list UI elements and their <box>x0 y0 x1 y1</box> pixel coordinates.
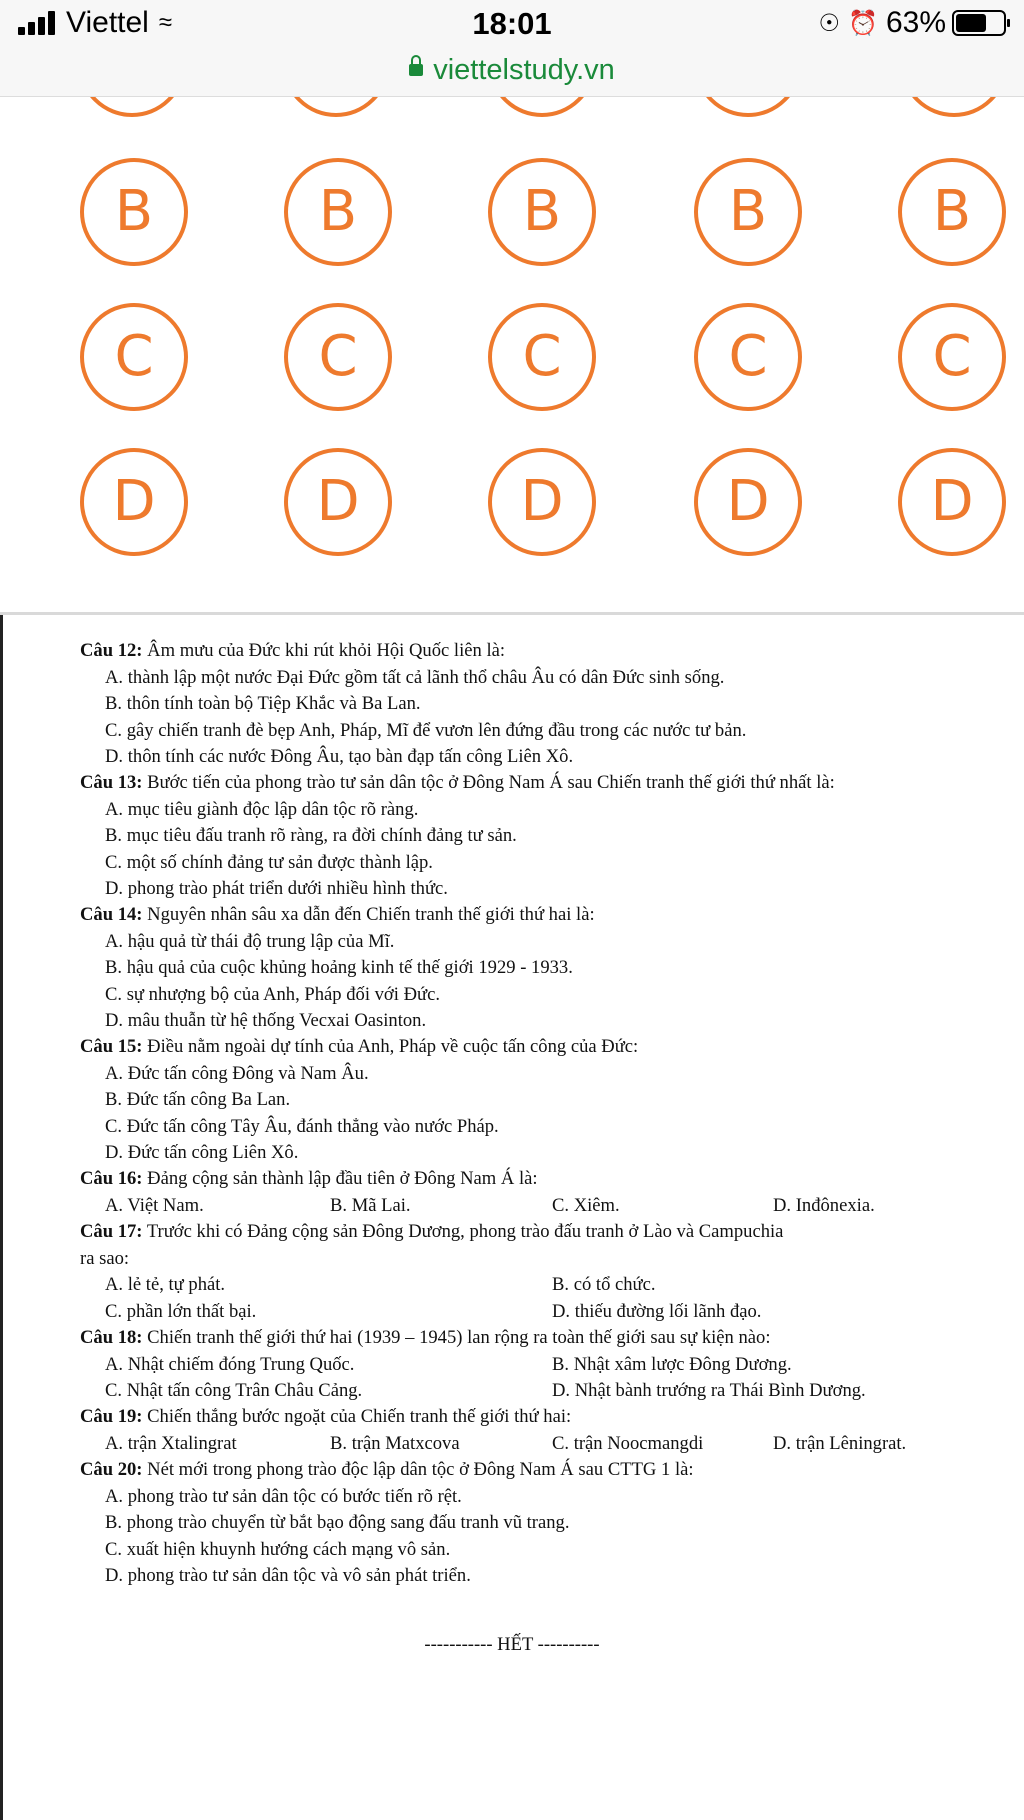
option: A. trận Xtalingrat <box>105 1433 237 1454</box>
option: B. Đức tấn công Ba Lan. <box>105 1089 291 1110</box>
option: B. mục tiêu đấu tranh rõ ràng, ra đời chính đảng tư sản. <box>105 825 517 846</box>
bubble-top-partial <box>78 97 186 117</box>
question-18: Câu 18: Chiến tranh thế giới thứ hai (1939 – 1945) lan rộng ra toàn thế giới sau sự kiện nào: <box>80 1327 771 1348</box>
bubble-top-partial <box>900 97 1008 117</box>
option: B. trận Matxcova <box>330 1433 460 1454</box>
address-bar[interactable] <box>0 50 1024 97</box>
option: D. thôn tính các nước Đông Âu, tạo bàn đạp tấn công Liên Xô. <box>105 746 574 767</box>
option: A. Đức tấn công Đông và Nam Âu. <box>105 1063 369 1084</box>
option: A. Việt Nam. <box>105 1195 204 1216</box>
option: C. Đức tấn công Tây Âu, đánh thẳng vào nước Pháp. <box>105 1116 499 1137</box>
question-20: Câu 20: Nét mới trong phong trào độc lập dân tộc ở Đông Nam Á sau CTTG 1 là: <box>80 1459 694 1480</box>
question-14: Câu 14: Nguyên nhân sâu xa dẫn đến Chiến tranh thế giới thứ hai là: <box>80 904 595 925</box>
bubble-top-partial <box>488 97 596 117</box>
option: A. phong trào tư sản dân tộc có bước tiến rõ rệt. <box>105 1486 462 1507</box>
option: A. mục tiêu giành độc lập dân tộc rõ ràng. <box>105 799 419 820</box>
option: B. Nhật xâm lược Đông Dương. <box>552 1354 792 1375</box>
answer-bubble[interactable]: B <box>694 158 802 266</box>
answer-bubble[interactable]: B <box>80 158 188 266</box>
bubble-top-partial <box>282 97 390 117</box>
option: A. lẻ tẻ, tự phát. <box>105 1274 226 1295</box>
option: B. Mã Lai. <box>330 1195 411 1216</box>
answer-bubble[interactable]: D <box>694 448 802 556</box>
question-12: Câu 12: Âm mưu của Đức khi rút khỏi Hội Quốc liên là: <box>80 640 506 661</box>
question-17: Câu 17: Trước khi có Đảng cộng sản Đông Dương, phong trào đấu tranh ở Lào và Campuchia <box>80 1221 784 1242</box>
wifi-icon: ≈ <box>158 9 173 36</box>
bubble-top-partial <box>694 97 802 117</box>
url-text: viettelstudy.vn <box>433 54 615 86</box>
battery-percent: 63% <box>885 6 946 39</box>
answer-bubble[interactable]: C <box>694 303 802 411</box>
carrier-label: Viettel <box>66 6 149 39</box>
question-16: Câu 16: Đảng cộng sản thành lập đầu tiên ở Đông Nam Á là: <box>80 1168 538 1189</box>
option: C. gây chiến tranh đè bẹp Anh, Pháp, Mĩ để vươn lên đứng đầu trong các nước tư bản. <box>105 720 747 741</box>
clock: 18:01 <box>472 6 552 41</box>
answer-bubble[interactable]: B <box>488 158 596 266</box>
option: D. phong trào phát triển dưới nhiều hình thức. <box>105 878 448 899</box>
option: D. thiếu đường lối lãnh đạo. <box>552 1301 762 1322</box>
answer-bubble[interactable]: C <box>284 303 392 411</box>
option: B. thôn tính toàn bộ Tiệp Khắc và Ba Lan. <box>105 693 421 714</box>
option: D. phong trào tư sản dân tộc và vô sản phát triển. <box>105 1565 471 1586</box>
option: A. thành lập một nước Đại Đức gồm tất cả lãnh thổ châu Âu có dân Đức sinh sống. <box>105 667 725 688</box>
option: B. phong trào chuyển từ bắt bạo động sang đấu tranh vũ trang. <box>105 1512 570 1533</box>
answer-bubble[interactable]: D <box>488 448 596 556</box>
right-status <box>819 6 1006 40</box>
answer-bubble[interactable]: B <box>898 158 1006 266</box>
option: D. Nhật bành trướng ra Thái Bình Dương. <box>552 1380 866 1401</box>
answer-bubble[interactable]: C <box>80 303 188 411</box>
option: C. trận Noocmangdi <box>552 1433 704 1454</box>
option: B. có tổ chức. <box>552 1274 656 1295</box>
question-13: Câu 13: Bước tiến của phong trào tư sản dân tộc ở Đông Nam Á sau Chiến tranh thế giới thứ nhất là: <box>80 772 835 793</box>
answer-bubble[interactable]: B <box>284 158 392 266</box>
answer-bubble[interactable]: D <box>898 448 1006 556</box>
option: A. hậu quả từ thái độ trung lập của Mĩ. <box>105 931 395 952</box>
answer-bubble[interactable]: D <box>80 448 188 556</box>
alarm-icon: ⏰ <box>848 9 878 37</box>
answer-sheet <box>0 97 1024 612</box>
battery-icon <box>952 10 1006 36</box>
option: D. mâu thuẫn từ hệ thống Vecxai Oasinton. <box>105 1010 427 1031</box>
option: A. Nhật chiếm đóng Trung Quốc. <box>105 1354 355 1375</box>
option: C. xuất hiện khuynh hướng cách mạng vô sản. <box>105 1539 451 1560</box>
lock-icon <box>409 64 423 76</box>
option: C. Xiêm. <box>552 1195 620 1216</box>
question-19: Câu 19: Chiến thắng bước ngoặt của Chiến tranh thế giới thứ hai: <box>80 1406 572 1427</box>
option: C. một số chính đảng tư sản được thành lập. <box>105 852 433 873</box>
end-marker: ----------- HẾT ---------- <box>424 1634 600 1655</box>
status-bar <box>0 0 1024 50</box>
option: B. hậu quả của cuộc khủng hoảng kinh tế thế giới 1929 - 1933. <box>105 957 573 978</box>
question-17-continued: ra sao: <box>80 1248 130 1269</box>
option: D. trận Lêningrat. <box>773 1433 907 1454</box>
answer-bubble[interactable]: C <box>488 303 596 411</box>
question-15: Câu 15: Điều nằm ngoài dự tính của Anh, Pháp về cuộc tấn công của Đức: <box>80 1036 639 1057</box>
option: D. Đức tấn công Liên Xô. <box>105 1142 299 1163</box>
answer-bubble[interactable]: C <box>898 303 1006 411</box>
option: C. sự nhượng bộ của Anh, Pháp đối với Đức. <box>105 984 440 1005</box>
option: D. Inđônexia. <box>773 1195 875 1216</box>
orientation-lock-icon: ☉ <box>818 9 841 37</box>
option: C. Nhật tấn công Trân Châu Cảng. <box>105 1380 363 1401</box>
answer-bubble[interactable]: D <box>284 448 392 556</box>
divider <box>0 612 1024 615</box>
option: C. phần lớn thất bại. <box>105 1301 257 1322</box>
